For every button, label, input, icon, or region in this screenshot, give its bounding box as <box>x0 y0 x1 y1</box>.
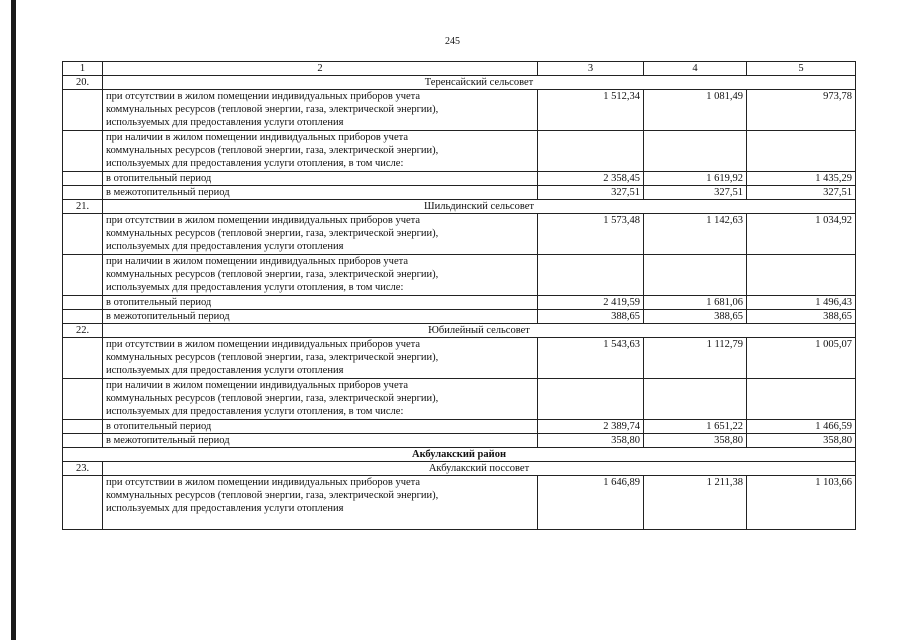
header-col-4: 4 <box>644 62 747 76</box>
row-number-cell <box>63 379 103 420</box>
row-number-cell <box>63 476 103 530</box>
row-number-cell <box>63 434 103 448</box>
table-row <box>63 338 856 379</box>
description-line: при наличии в жилом помещении индивидуальных приборов учета <box>106 380 408 391</box>
section-title: Шильдинский сельсовет <box>103 200 856 214</box>
section-title: Теренсайский сельсовет <box>103 76 856 90</box>
page-number: 245 <box>445 36 460 47</box>
description-line: используемых для предоставления услуги отопления, в том числе: <box>106 158 404 169</box>
section-number: 23. <box>63 462 103 476</box>
value-col-3: 388,65 <box>538 310 644 324</box>
table-row <box>63 255 856 296</box>
description-line: используемых для предоставления услуги отопления, в том числе: <box>106 282 404 293</box>
description-line: в межотопительный период <box>106 311 230 322</box>
value-col-4: 1 681,06 <box>644 296 747 310</box>
row-number-cell <box>63 186 103 200</box>
description-line: при наличии в жилом помещении индивидуальных приборов учета <box>106 256 408 267</box>
value-col-5: 1 435,29 <box>747 172 856 186</box>
description-line: коммунальных ресурсов (тепловой энергии, газа, электрической энергии), <box>106 228 439 239</box>
row-number-cell <box>63 90 103 131</box>
description-line: при отсутствии в жилом помещении индивидуальных приборов учета <box>106 339 421 350</box>
row-description <box>103 214 538 255</box>
row-description <box>103 296 538 310</box>
section-row <box>63 324 856 338</box>
value-col-3 <box>538 379 644 420</box>
description-line: в отопительный период <box>106 173 212 184</box>
district-title: Акбулакский район <box>63 448 856 462</box>
table-row <box>63 172 856 186</box>
description-line: используемых для предоставления услуги отопления <box>106 365 344 376</box>
value-col-5: 1 005,07 <box>747 338 856 379</box>
value-col-4: 327,51 <box>644 186 747 200</box>
value-col-4: 1 081,49 <box>644 90 747 131</box>
table-row <box>63 379 856 420</box>
value-col-3: 2 389,74 <box>538 420 644 434</box>
scan-edge-bar <box>11 0 16 640</box>
value-col-3: 1 543,63 <box>538 338 644 379</box>
district-row <box>63 448 856 462</box>
section-row <box>63 76 856 90</box>
value-col-5: 1 466,59 <box>747 420 856 434</box>
description-line: при отсутствии в жилом помещении индивидуальных приборов учета <box>106 215 421 226</box>
description-line: используемых для предоставления услуги отопления <box>106 241 344 252</box>
value-col-4: 1 211,38 <box>644 476 747 530</box>
description-line: коммунальных ресурсов (тепловой энергии, газа, электрической энергии), <box>106 145 439 156</box>
table-row <box>63 186 856 200</box>
row-number-cell <box>63 420 103 434</box>
value-col-3: 1 512,34 <box>538 90 644 131</box>
row-description <box>103 90 538 131</box>
description-line: при наличии в жилом помещении индивидуальных приборов учета <box>106 132 408 143</box>
row-number-cell <box>63 310 103 324</box>
description-line: при отсутствии в жилом помещении индивидуальных приборов учета <box>106 477 421 488</box>
value-col-5: 327,51 <box>747 186 856 200</box>
row-number-cell <box>63 172 103 186</box>
row-description <box>103 255 538 296</box>
value-col-3: 327,51 <box>538 186 644 200</box>
value-col-5 <box>747 379 856 420</box>
value-col-3: 358,80 <box>538 434 644 448</box>
row-description <box>103 338 538 379</box>
description-line: в межотопительный период <box>106 187 230 198</box>
table-row <box>63 214 856 255</box>
row-description <box>103 379 538 420</box>
value-col-5: 1 103,66 <box>747 476 856 530</box>
value-col-4: 358,80 <box>644 434 747 448</box>
section-number: 20. <box>63 76 103 90</box>
section-row <box>63 462 856 476</box>
description-line: используемых для предоставления услуги отопления <box>106 117 344 128</box>
table-row <box>63 296 856 310</box>
value-col-3: 2 358,45 <box>538 172 644 186</box>
row-description <box>103 131 538 172</box>
value-col-4: 1 619,92 <box>644 172 747 186</box>
value-col-3 <box>538 131 644 172</box>
value-col-5: 973,78 <box>747 90 856 131</box>
row-number-cell <box>63 131 103 172</box>
value-col-5 <box>747 131 856 172</box>
table-row <box>63 131 856 172</box>
table-row <box>63 420 856 434</box>
description-line: коммунальных ресурсов (тепловой энергии, газа, электрической энергии), <box>106 104 439 115</box>
section-title: Юбилейный сельсовет <box>103 324 856 338</box>
tariff-table <box>62 61 856 530</box>
row-number-cell <box>63 255 103 296</box>
header-col-1: 1 <box>63 62 103 76</box>
value-col-3 <box>538 255 644 296</box>
value-col-4 <box>644 255 747 296</box>
value-col-4 <box>644 379 747 420</box>
row-description <box>103 420 538 434</box>
description-line: при отсутствии в жилом помещении индивидуальных приборов учета <box>106 91 421 102</box>
description-line: коммунальных ресурсов (тепловой энергии, газа, электрической энергии), <box>106 490 439 501</box>
section-title: Акбулакский поссовет <box>103 462 856 476</box>
section-number: 22. <box>63 324 103 338</box>
value-col-5: 1 496,43 <box>747 296 856 310</box>
header-col-3: 3 <box>538 62 644 76</box>
value-col-4: 1 142,63 <box>644 214 747 255</box>
description-line: в межотопительный период <box>106 435 230 446</box>
value-col-4: 388,65 <box>644 310 747 324</box>
value-col-5: 388,65 <box>747 310 856 324</box>
row-description <box>103 476 538 530</box>
table-row <box>63 310 856 324</box>
section-row <box>63 200 856 214</box>
row-number-cell <box>63 296 103 310</box>
row-description <box>103 310 538 324</box>
table-row <box>63 90 856 131</box>
value-col-5: 358,80 <box>747 434 856 448</box>
description-line: коммунальных ресурсов (тепловой энергии, газа, электрической энергии), <box>106 393 439 404</box>
row-number-cell <box>63 338 103 379</box>
row-description <box>103 434 538 448</box>
header-col-2: 2 <box>103 62 538 76</box>
description-line: коммунальных ресурсов (тепловой энергии, газа, электрической энергии), <box>106 269 439 280</box>
row-description <box>103 172 538 186</box>
value-col-4: 1 651,22 <box>644 420 747 434</box>
row-number-cell <box>63 214 103 255</box>
value-col-4: 1 112,79 <box>644 338 747 379</box>
header-row <box>63 62 856 76</box>
row-description <box>103 186 538 200</box>
description-line: используемых для предоставления услуги отопления <box>106 503 344 514</box>
description-line: коммунальных ресурсов (тепловой энергии, газа, электрической энергии), <box>106 352 439 363</box>
section-number: 21. <box>63 200 103 214</box>
value-col-3: 2 419,59 <box>538 296 644 310</box>
description-line: в отопительный период <box>106 297 212 308</box>
value-col-3: 1 573,48 <box>538 214 644 255</box>
description-line: в отопительный период <box>106 421 212 432</box>
value-col-3: 1 646,89 <box>538 476 644 530</box>
description-line: используемых для предоставления услуги отопления, в том числе: <box>106 406 404 417</box>
table-row <box>63 434 856 448</box>
table-row <box>63 476 856 530</box>
value-col-5: 1 034,92 <box>747 214 856 255</box>
header-col-5: 5 <box>747 62 856 76</box>
value-col-4 <box>644 131 747 172</box>
value-col-5 <box>747 255 856 296</box>
